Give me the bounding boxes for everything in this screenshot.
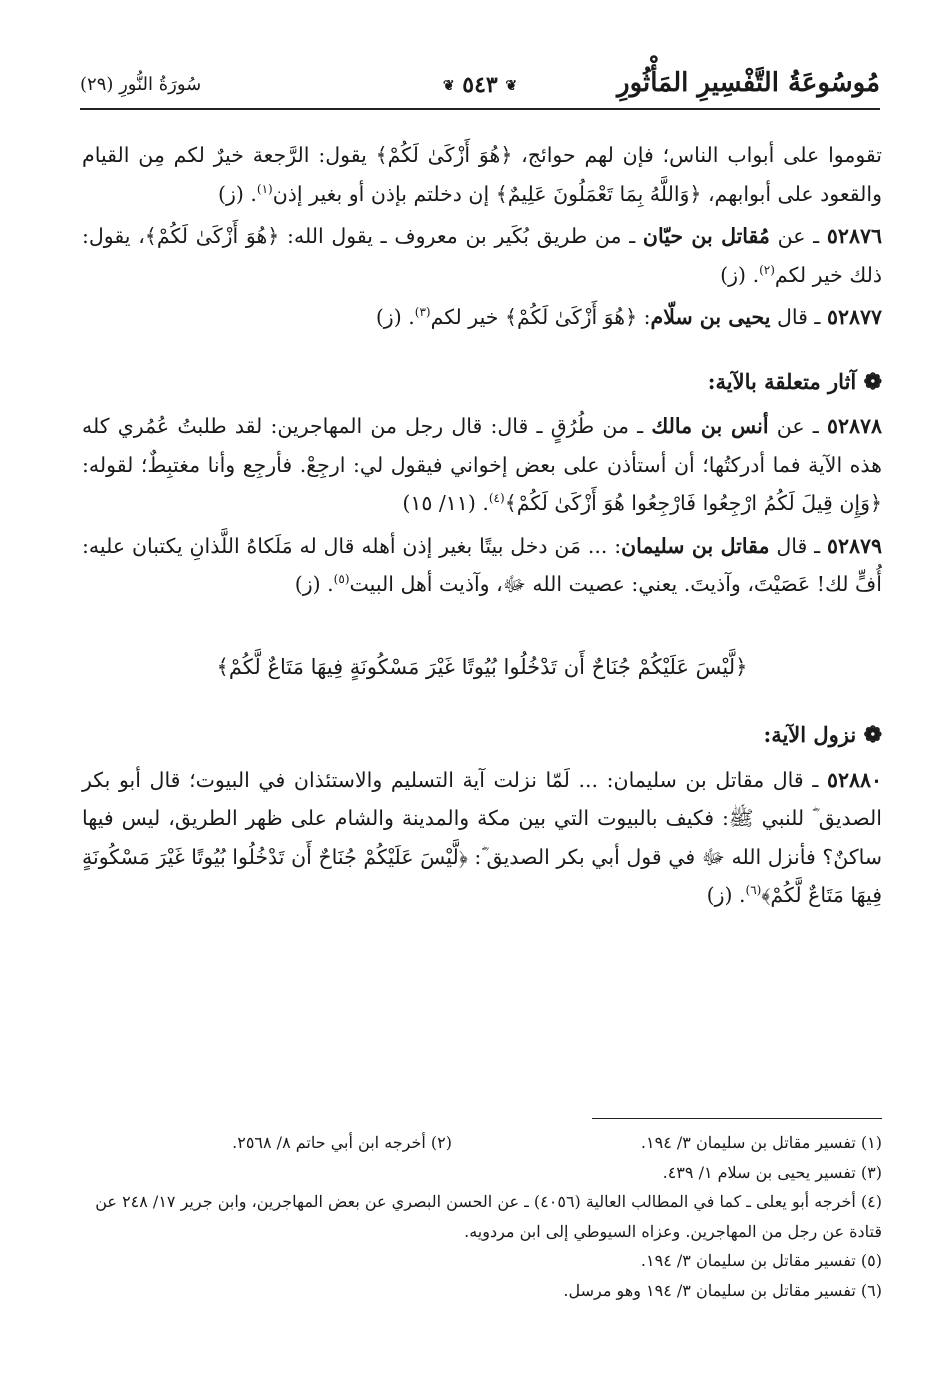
narrator-name: مقاتل بن سليمان	[621, 533, 770, 558]
quran-verse: ﴿لَّيْسَ عَلَيْكُمْ جُنَاحٌ أَن تَدْخُلُوا بُيُوتًا غَيْرَ مَسْكُونَةٍ فِيهَا مَتَاعٌ لَّكُمْ﴾	[216, 654, 748, 679]
narration	[82, 761, 882, 915]
footnote-ref: (١)	[256, 181, 273, 196]
footnote-row	[82, 1128, 882, 1158]
header-divider	[80, 108, 880, 110]
narration-text: ـ من طريق بُكَير بن معروف ـ يقول الله: ﴿هُوَ أَزْكَىٰ لَكُمْ﴾، يقول: ذلك خير لكم	[82, 224, 882, 287]
footnote-ref: (٦)	[745, 883, 762, 898]
footnote-ref: (٢)	[759, 262, 775, 277]
narration-text: ـ قال	[770, 305, 827, 329]
page-number: ٥٤٣	[462, 72, 498, 98]
narration-text: ـ عن	[768, 414, 827, 438]
source-tag: . (ز)	[720, 262, 760, 287]
narration-number: ٥٢٨٧٨	[826, 414, 882, 438]
footnotes	[82, 1128, 882, 1305]
narration-text: : ... مَن دخل بيتًا بغير إذن أهله قال له مَلَكاهُ اللَّذانِ يكتبان عليه: أُفٍّ لك! عَصَيْتَ، وآذيتَ. يعني: عصيت الله ﷻ، وآذيت أهل البيت	[82, 533, 882, 596]
footnote: (٣) تفسير يحيى بن سلام ١/ ٤٣٩.	[662, 1162, 882, 1182]
section-heading	[82, 716, 882, 755]
footnote: (١) تفسير مقاتل بن سليمان ٣/ ١٩٤.	[640, 1133, 882, 1152]
footnote-ref: (٤)	[488, 491, 505, 506]
narration-number: ٥٢٨٨٠	[826, 767, 882, 792]
footnote-ref: (٣)	[414, 305, 431, 320]
book-title: مُوسُوعَةُ التَّفْسِيرِ المَأْثُورِ	[617, 68, 880, 98]
narrator-name: يحيى بن سلّام	[650, 305, 771, 329]
paragraph-text: تقوموا على أبواب الناس؛ فإن لهم حوائج، ﴿هُوَ أَزْكَىٰ لَكُمْ﴾ يقول: الرَّجعة خيرٌ لكم مِن القيام والقعود على أبوابهم، ﴿وَاللَّهُ بِمَا تَعْمَلُونَ عَلِيمٌ﴾ إن دخلتم بإذن أو بغير إذن	[82, 143, 882, 206]
narration-text: ـ قال مقاتل بن سليمان: ... لَمّا نزلت آية التسليم والاستئذان في البيوت؛ قال أبو بكر الصديق ؓ للنبي ﷺ: فكيف بالبيوت التي بين مكة والمدينة والشام على ظهر الطريق، ليس فيها ساكنٌ؟ فأنزل الله ﷻ في قول أبي بكر الصديق ؓ: ﴿لَّيْسَ عَلَيْكُمْ جُنَاحٌ أَن تَدْخُلُوا بُيُوتًا غَيْرَ مَسْكُونَةٍ فِيهَا مَتَاعٌ لَّكُمْ﴾	[82, 767, 882, 907]
source-tag: . (ز)	[375, 305, 415, 329]
section-heading-text: آثار متعلقة بالآية:	[707, 368, 857, 394]
narration	[82, 407, 882, 523]
footnote: (٥) تفسير مقاتل بن سليمان ٣/ ١٩٤.	[640, 1251, 882, 1270]
narration-text: ـ من طُرُقٍ ـ قال: قال رجل من المهاجرين: لقد طلبتُ عُمُري كله هذه الآية فما أدركتُها؛ أن أستأذن على بعض إخواني فيقول لي: ارجِعْ. فأرجِع وأنا مغتبِطٌ؛ لقوله: ﴿وَإِن قِيلَ لَكُمُ ارْجِعُوا فَارْجِعُوا هُوَ أَزْكَىٰ لَكُمْ﴾	[82, 414, 882, 515]
page-header	[80, 62, 880, 112]
narration	[82, 217, 882, 294]
narrator-name: أنس بن مالك	[651, 414, 769, 438]
narration-number: ٥٢٨٧٩	[826, 533, 883, 558]
ornament-icon: ❦	[442, 78, 455, 94]
paragraph	[82, 136, 882, 213]
narration	[82, 298, 882, 337]
footnote-divider	[82, 1118, 882, 1119]
narration-text: : ﴿هُوَ أَزْكَىٰ لَكُمْ﴾ خير لكم	[430, 305, 651, 329]
page-body	[82, 136, 882, 919]
section-heading-text: نزول الآية:	[763, 722, 857, 747]
footnote-ref: (٥)	[333, 572, 350, 587]
flower-icon: ❁	[863, 368, 882, 395]
narration	[82, 527, 882, 604]
footnote: (٤) أخرجه أبو يعلى ـ كما في المطالب العالية (٤٠٥٦) ـ عن الحسن البصري عن بعض المهاجرين، وابن جرير ١٧/ ٢٤٨ عن قتادة عن رجل من المهاجرين. وعزاه السيوطي إلى ابن مردويه.	[95, 1192, 882, 1241]
narration-number: ٥٢٨٧٧	[826, 305, 882, 329]
source-tag: . (ز)	[217, 181, 257, 206]
source-tag: . (١١/ ١٥)	[402, 491, 489, 515]
flower-icon: ❁	[863, 722, 882, 748]
narration-text: ـ عن	[769, 224, 827, 248]
narration-number: ٥٢٨٧٦	[826, 224, 882, 248]
surah-title: سُورَةُ النُّورِ (٢٩)	[80, 74, 202, 95]
narrator-name: مُقاتل بن حيّان	[642, 224, 770, 248]
section-heading	[82, 363, 882, 402]
ornament-icon: ❦	[505, 78, 518, 94]
source-tag: . (ز)	[294, 572, 334, 596]
footnote: (٦) تفسير مقاتل بن سليمان ٣/ ١٩٤ وهو مرسل.	[563, 1280, 882, 1300]
narration-text: ـ قال	[769, 533, 827, 558]
source-tag: . (ز)	[706, 883, 746, 907]
footnote: (٢) أخرجه ابن أبي حاتم ٨/ ٢٥٦٨.	[232, 1133, 452, 1152]
